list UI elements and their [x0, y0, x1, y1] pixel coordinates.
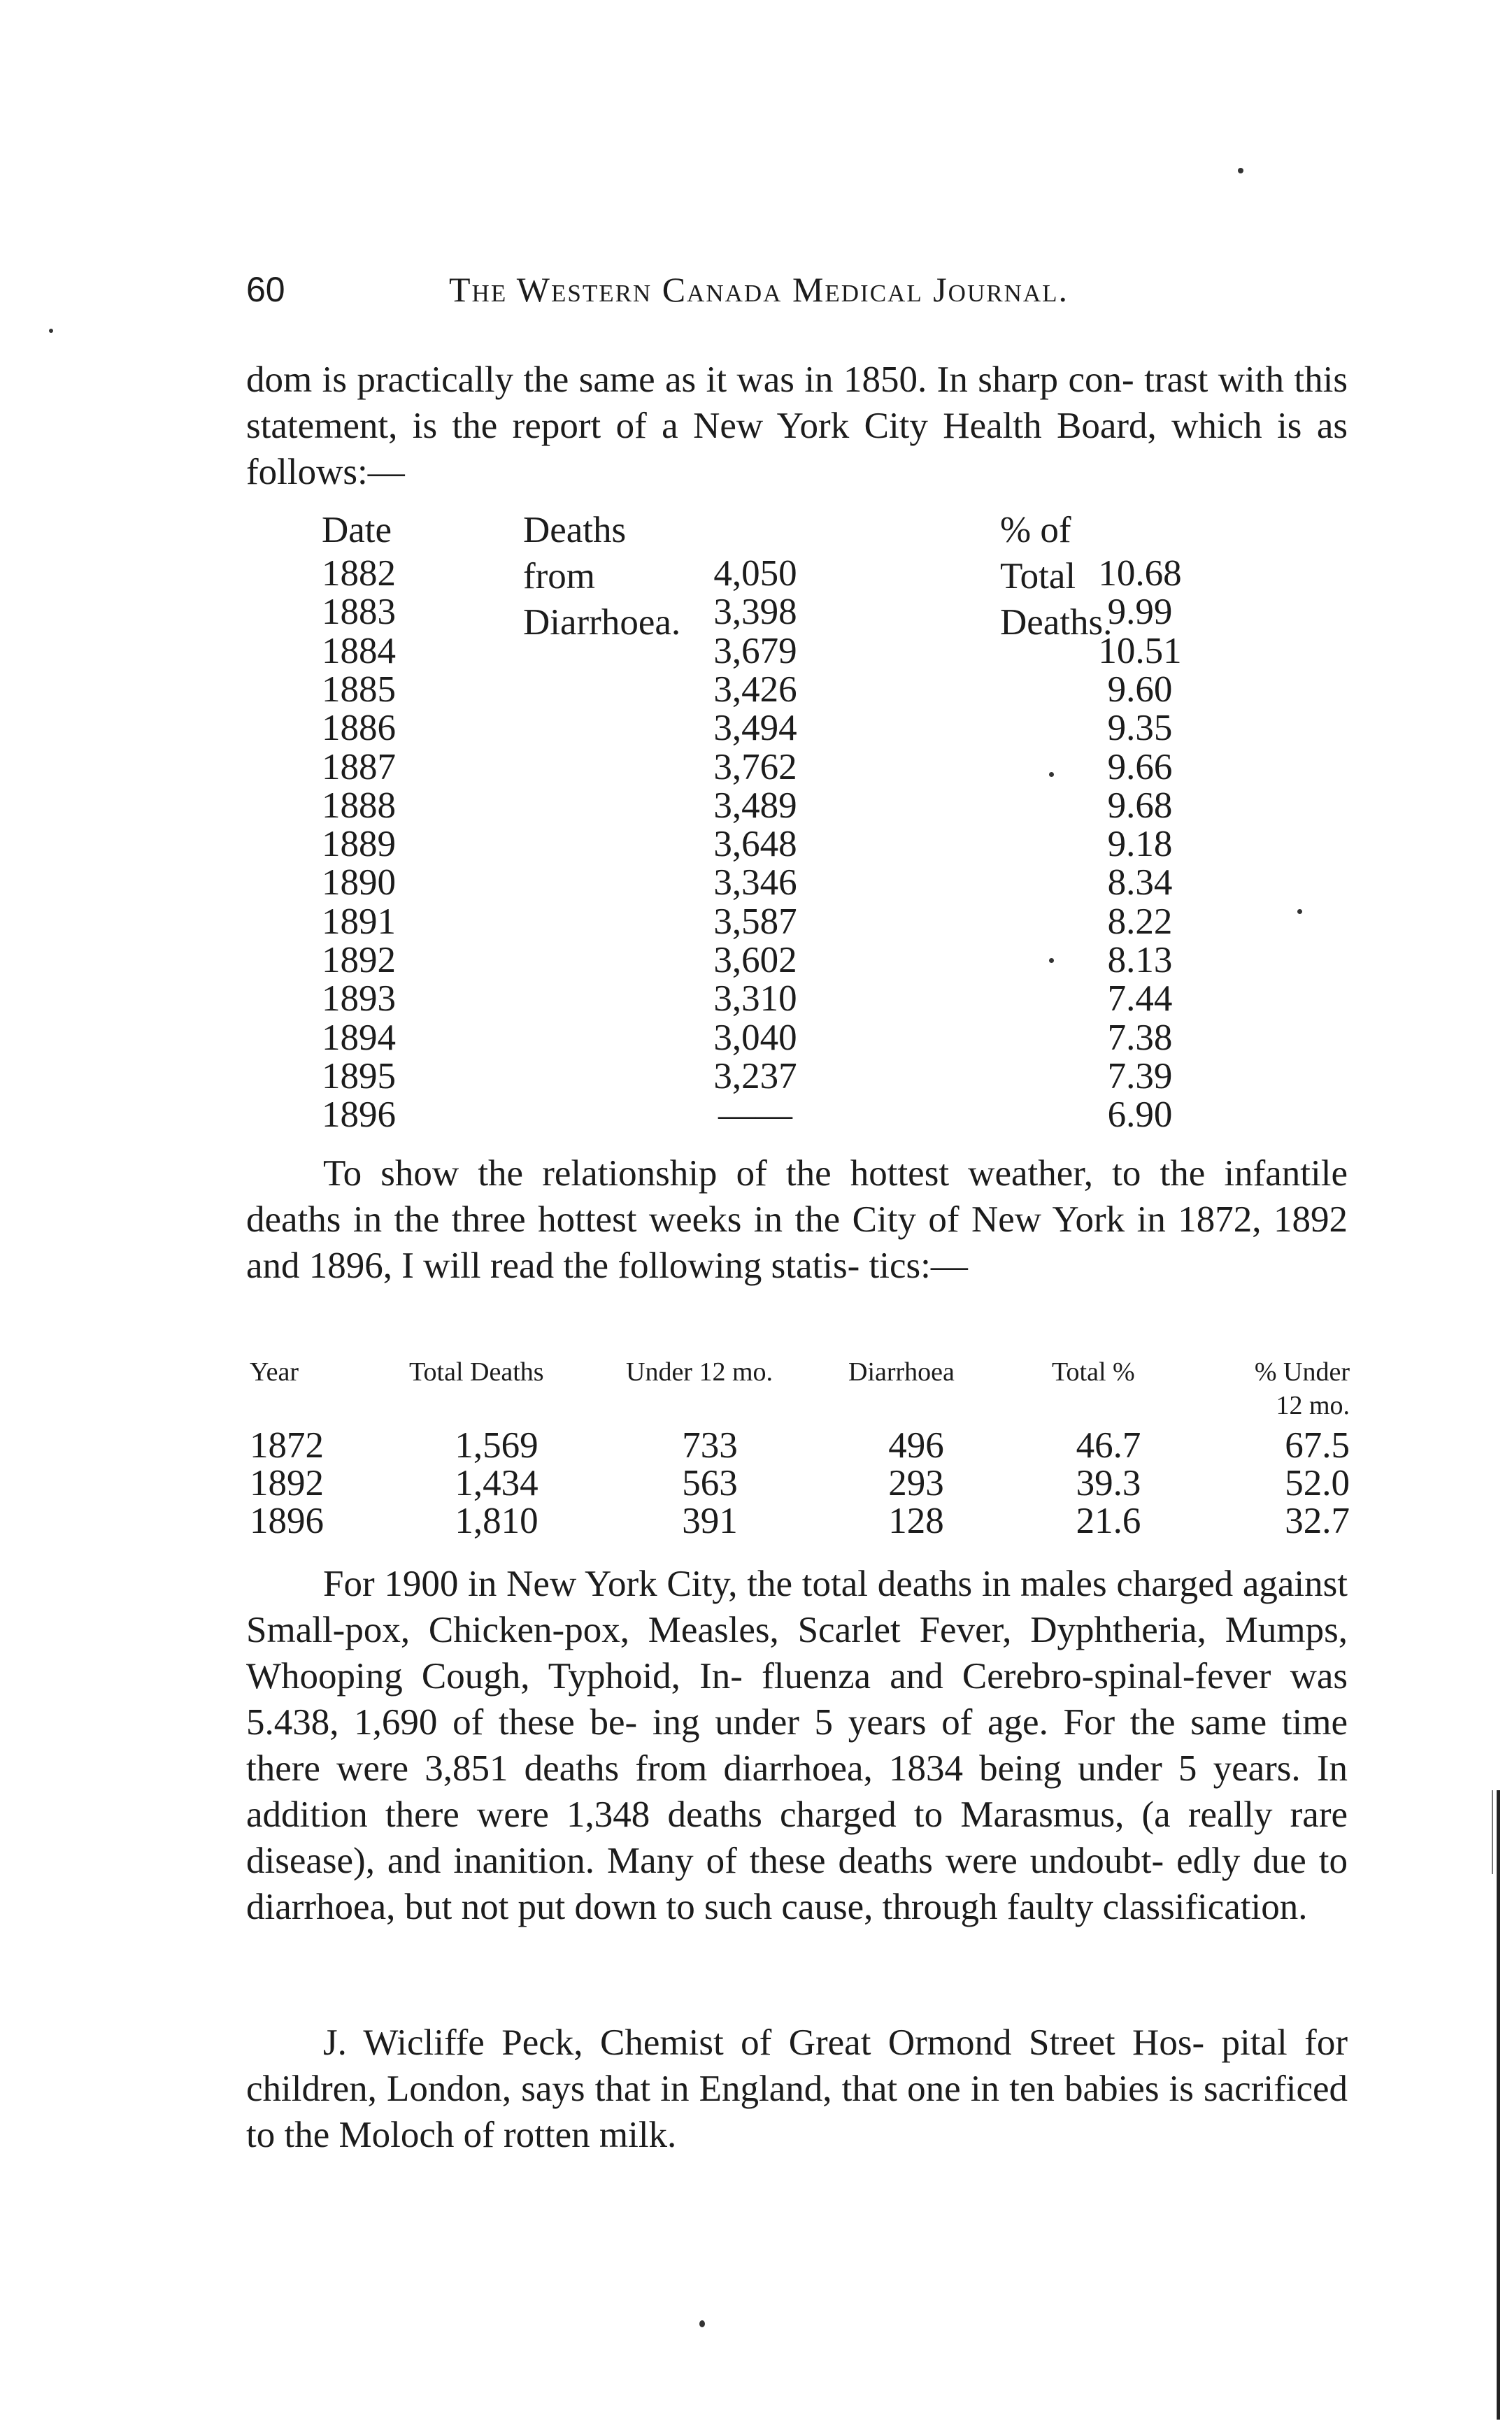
- table-cell-deaths: 3,040: [713, 1017, 797, 1058]
- table-header-pct: % of Total Deaths.: [1000, 510, 1113, 643]
- scan-speck: [1297, 909, 1302, 914]
- scan-speck: [1049, 958, 1054, 963]
- scan-edge-shadow: [1492, 1790, 1493, 1874]
- table-cell-total-pct: 21.6: [1076, 1501, 1141, 1541]
- page-header: [246, 269, 1351, 318]
- scan-speck: [1238, 168, 1243, 173]
- table-cell-deaths: 3,346: [713, 862, 797, 903]
- scan-speck: [1049, 772, 1054, 777]
- table-cell-under-12: 391: [682, 1501, 738, 1541]
- table-cell-pct: 10.51: [1098, 631, 1182, 671]
- table-cell-total-deaths: 1,434: [455, 1463, 539, 1504]
- table-cell-deaths: 3,494: [713, 708, 797, 748]
- table-cell-pct: 8.34: [1107, 862, 1173, 903]
- table-cell-deaths: 3,679: [713, 631, 797, 671]
- table-cell-deaths: 3,310: [713, 978, 797, 1019]
- table-cell-pct: 9.60: [1107, 669, 1173, 710]
- table-cell-pct: 9.18: [1107, 824, 1173, 864]
- table-header-deaths: Deaths from Diarrhoea.: [523, 510, 681, 643]
- table-cell-pct: 9.35: [1107, 708, 1173, 748]
- table-cell-deaths: 3,587: [713, 901, 797, 942]
- table-header-total-deaths: Total Deaths: [409, 1357, 544, 1387]
- table-cell-diarrhoea: 496: [888, 1425, 944, 1466]
- table-cell-under-pct: 67.5: [1285, 1425, 1350, 1466]
- table-cell-date: 1894: [322, 1017, 396, 1058]
- table-cell-diarrhoea: 293: [888, 1463, 944, 1504]
- table-cell-date: 1891: [322, 901, 396, 942]
- table-cell-deaths: 3,648: [713, 824, 797, 864]
- table-cell-date: 1885: [322, 669, 396, 710]
- table-cell-total-deaths: 1,569: [455, 1425, 539, 1466]
- table-header-diarrhoea: Diarrhoea: [848, 1357, 955, 1387]
- table-header-year: Year: [250, 1357, 299, 1387]
- table-header-under-pct-line1: % Under: [1254, 1357, 1350, 1387]
- table-cell-deaths: 3,602: [713, 940, 797, 980]
- table-cell-deaths: 3,489: [713, 785, 797, 826]
- table-cell-date: 1882: [322, 553, 396, 594]
- table-cell-pct: 6.90: [1107, 1094, 1173, 1135]
- table-cell-total-deaths: 1,810: [455, 1501, 539, 1541]
- scan-edge-shadow: [1497, 1790, 1500, 2420]
- table-cell-diarrhoea: 128: [888, 1501, 944, 1541]
- table-cell-date: 1893: [322, 978, 396, 1019]
- table-cell-deaths: 4,050: [713, 553, 797, 594]
- table-header-date: Date: [322, 510, 392, 550]
- table-cell-date: 1889: [322, 824, 396, 864]
- table-cell-date: 1890: [322, 862, 396, 903]
- page-number: 60: [246, 270, 285, 309]
- table-cell-under-pct: 32.7: [1285, 1501, 1350, 1541]
- table-cell-date: 1896: [322, 1094, 396, 1135]
- table-cell-date: 1887: [322, 747, 396, 787]
- table-cell-pct: 7.38: [1107, 1017, 1173, 1058]
- paragraph-1900: For 1900 in New York City, the total deaths in males charged against Small-pox, Chicken-pox, Measles, Scarlet Fever, Dyphtheria, Mumps, Whooping Cough, Typhoid, In- fluenza and Cerebro-spinal-fever was 5.438, 1,690 of these be- ing under 5 years of age. For the same time there were 3,851 deaths from diarrhoea, 1834 being under 5 years. In addition there were 1,348 deaths charged to Marasmus, (a really rare disease), and inanition. Many of these deaths were undoubt- edly due to diarrhoea, but not put down to such cause, through faulty classification.: [246, 1564, 1348, 1927]
- table-cell-under-12: 733: [682, 1425, 738, 1466]
- table-cell-date: 1888: [322, 785, 396, 826]
- table-cell-total-pct: 46.7: [1076, 1425, 1141, 1466]
- table-cell-deaths: 3,398: [713, 592, 797, 632]
- table-cell-deaths: 3,762: [713, 747, 797, 787]
- running-title: The Western Canada Medical Journal.: [449, 270, 1069, 309]
- paragraph-peck: J. Wicliffe Peck, Chemist of Great Ormond Street Hos- pital for children, London, says that in England, that one in ten babies is sacrificed to the Moloch of rotten milk.: [246, 2022, 1348, 2155]
- table-cell-date: 1892: [322, 940, 396, 980]
- table-cell-deaths: 3,237: [713, 1056, 797, 1097]
- table-header-total-pct: Total %: [1052, 1357, 1135, 1387]
- table-cell-year: 1892: [250, 1463, 324, 1504]
- table-cell-pct: 9.68: [1107, 785, 1173, 826]
- table-cell-date: 1895: [322, 1056, 396, 1097]
- table-header-under-12: Under 12 mo.: [626, 1357, 773, 1387]
- table-cell-pct: 9.99: [1107, 592, 1173, 632]
- table-cell-pct: 10.68: [1098, 553, 1182, 594]
- table-cell-year: 1896: [250, 1501, 324, 1541]
- paragraph-relationship: To show the relationship of the hottest weather, to the infantile deaths in the three hottest weeks in the City of New York in 1872, 1892 and 1896, I will read the following statis- tics:—: [246, 1153, 1348, 1286]
- table-header-under-pct: [1210, 1355, 1350, 1422]
- table-cell-date: 1884: [322, 631, 396, 671]
- table-cell-under-12: 563: [682, 1463, 738, 1504]
- table-cell-date: 1883: [322, 592, 396, 632]
- table-cell-pct: 7.39: [1107, 1056, 1173, 1097]
- scan-speck: [49, 329, 53, 333]
- table-cell-deaths: ——: [718, 1094, 792, 1135]
- table-cell-deaths: 3,426: [713, 669, 797, 710]
- table-cell-pct: 8.13: [1107, 940, 1173, 980]
- paragraph-intro: dom is practically the same as it was in 1850. In sharp con- trast with this statement, is the report of a New York City Health Board, which is as follows:—: [246, 359, 1348, 492]
- table-cell-pct: 8.22: [1107, 901, 1173, 942]
- table-cell-pct: 7.44: [1107, 978, 1173, 1019]
- table-cell-year: 1872: [250, 1425, 324, 1466]
- scan-speck: [699, 2320, 705, 2327]
- table-cell-total-pct: 39.3: [1076, 1463, 1141, 1504]
- table-header-under-pct-line2: 12 mo.: [1276, 1391, 1350, 1420]
- table-cell-under-pct: 52.0: [1285, 1463, 1350, 1504]
- table-cell-pct: 9.66: [1107, 747, 1173, 787]
- table-cell-date: 1886: [322, 708, 396, 748]
